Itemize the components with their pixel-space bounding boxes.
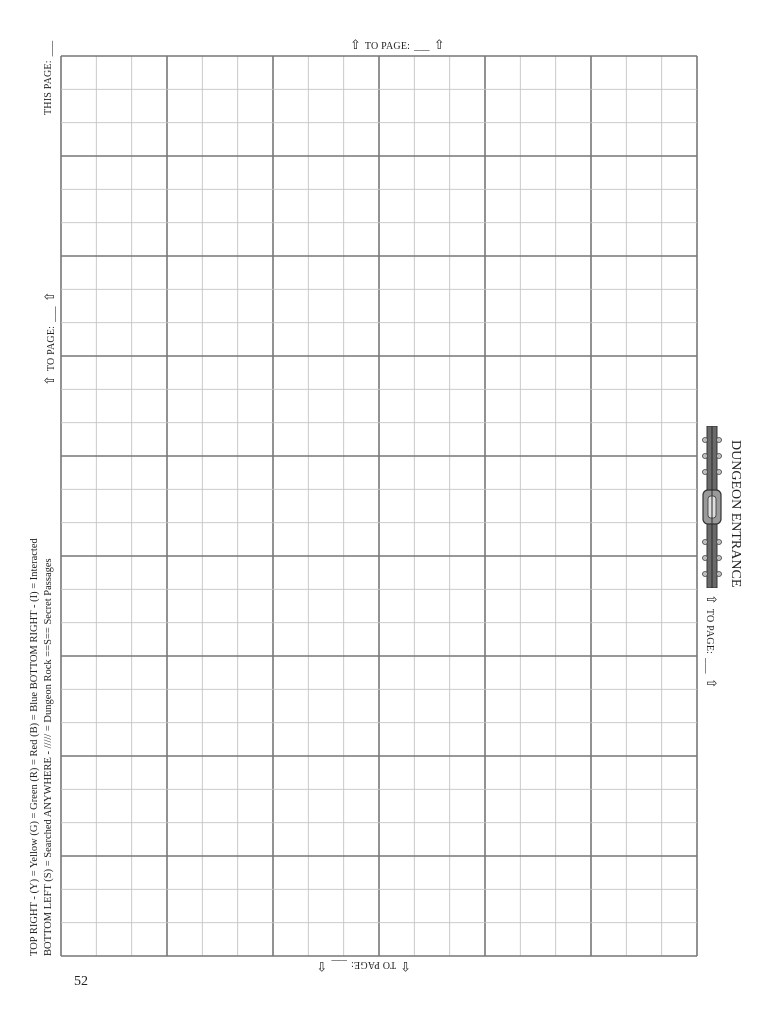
up-arrow-icon: ⇧ (43, 291, 58, 303)
page-number: 52 (74, 974, 88, 989)
up-arrow-icon: ⇧ (703, 677, 718, 689)
to-page-label: TO PAGE: (704, 608, 715, 655)
dungeon-door-icon (700, 426, 724, 588)
this-page-blank: ___ (43, 40, 54, 57)
legend-line-1-text: TOP RIGHT - (Y) = Yellow (G) = Green (R) = Red (B) = Blue BOTTOM RIGHT - (I) = Interacted (29, 538, 40, 956)
up-arrow-icon: ⇧ (703, 594, 718, 605)
to-page-label: TO PAGE: (364, 41, 411, 52)
to-page-label: TO PAGE: (350, 959, 397, 970)
top-exit-label (350, 36, 445, 54)
right-exit-label (702, 594, 720, 689)
up-arrow-icon: ⇧ (400, 958, 411, 973)
legend-line-2 (43, 558, 54, 956)
dungeon-entrance-text: DUNGEON ENTRANCE (728, 440, 743, 588)
page-blank: ___ (414, 41, 430, 52)
this-page-label (38, 41, 56, 115)
up-arrow-icon: ⇧ (433, 38, 445, 53)
up-arrow-icon: ⇧ (350, 38, 361, 53)
bottom-exit-label (316, 957, 411, 975)
page-blank: ___ (46, 306, 57, 322)
page-blank: ___ (704, 658, 715, 674)
page-blank: ___ (331, 959, 347, 970)
legend-line-2-text: BOTTOM LEFT (S) = Searched ANYWHERE - ///// = Dungeon Rock ==S== Secret Passages (43, 558, 54, 956)
dungeon-entrance-label (727, 440, 743, 587)
left-exit-label (41, 291, 59, 386)
up-arrow-icon: ⇧ (316, 958, 328, 973)
up-arrow-icon: ⇧ (43, 375, 58, 386)
this-page-text: THIS PAGE: (43, 60, 54, 115)
to-page-label: TO PAGE: (46, 325, 57, 372)
legend-line-1 (29, 538, 40, 956)
